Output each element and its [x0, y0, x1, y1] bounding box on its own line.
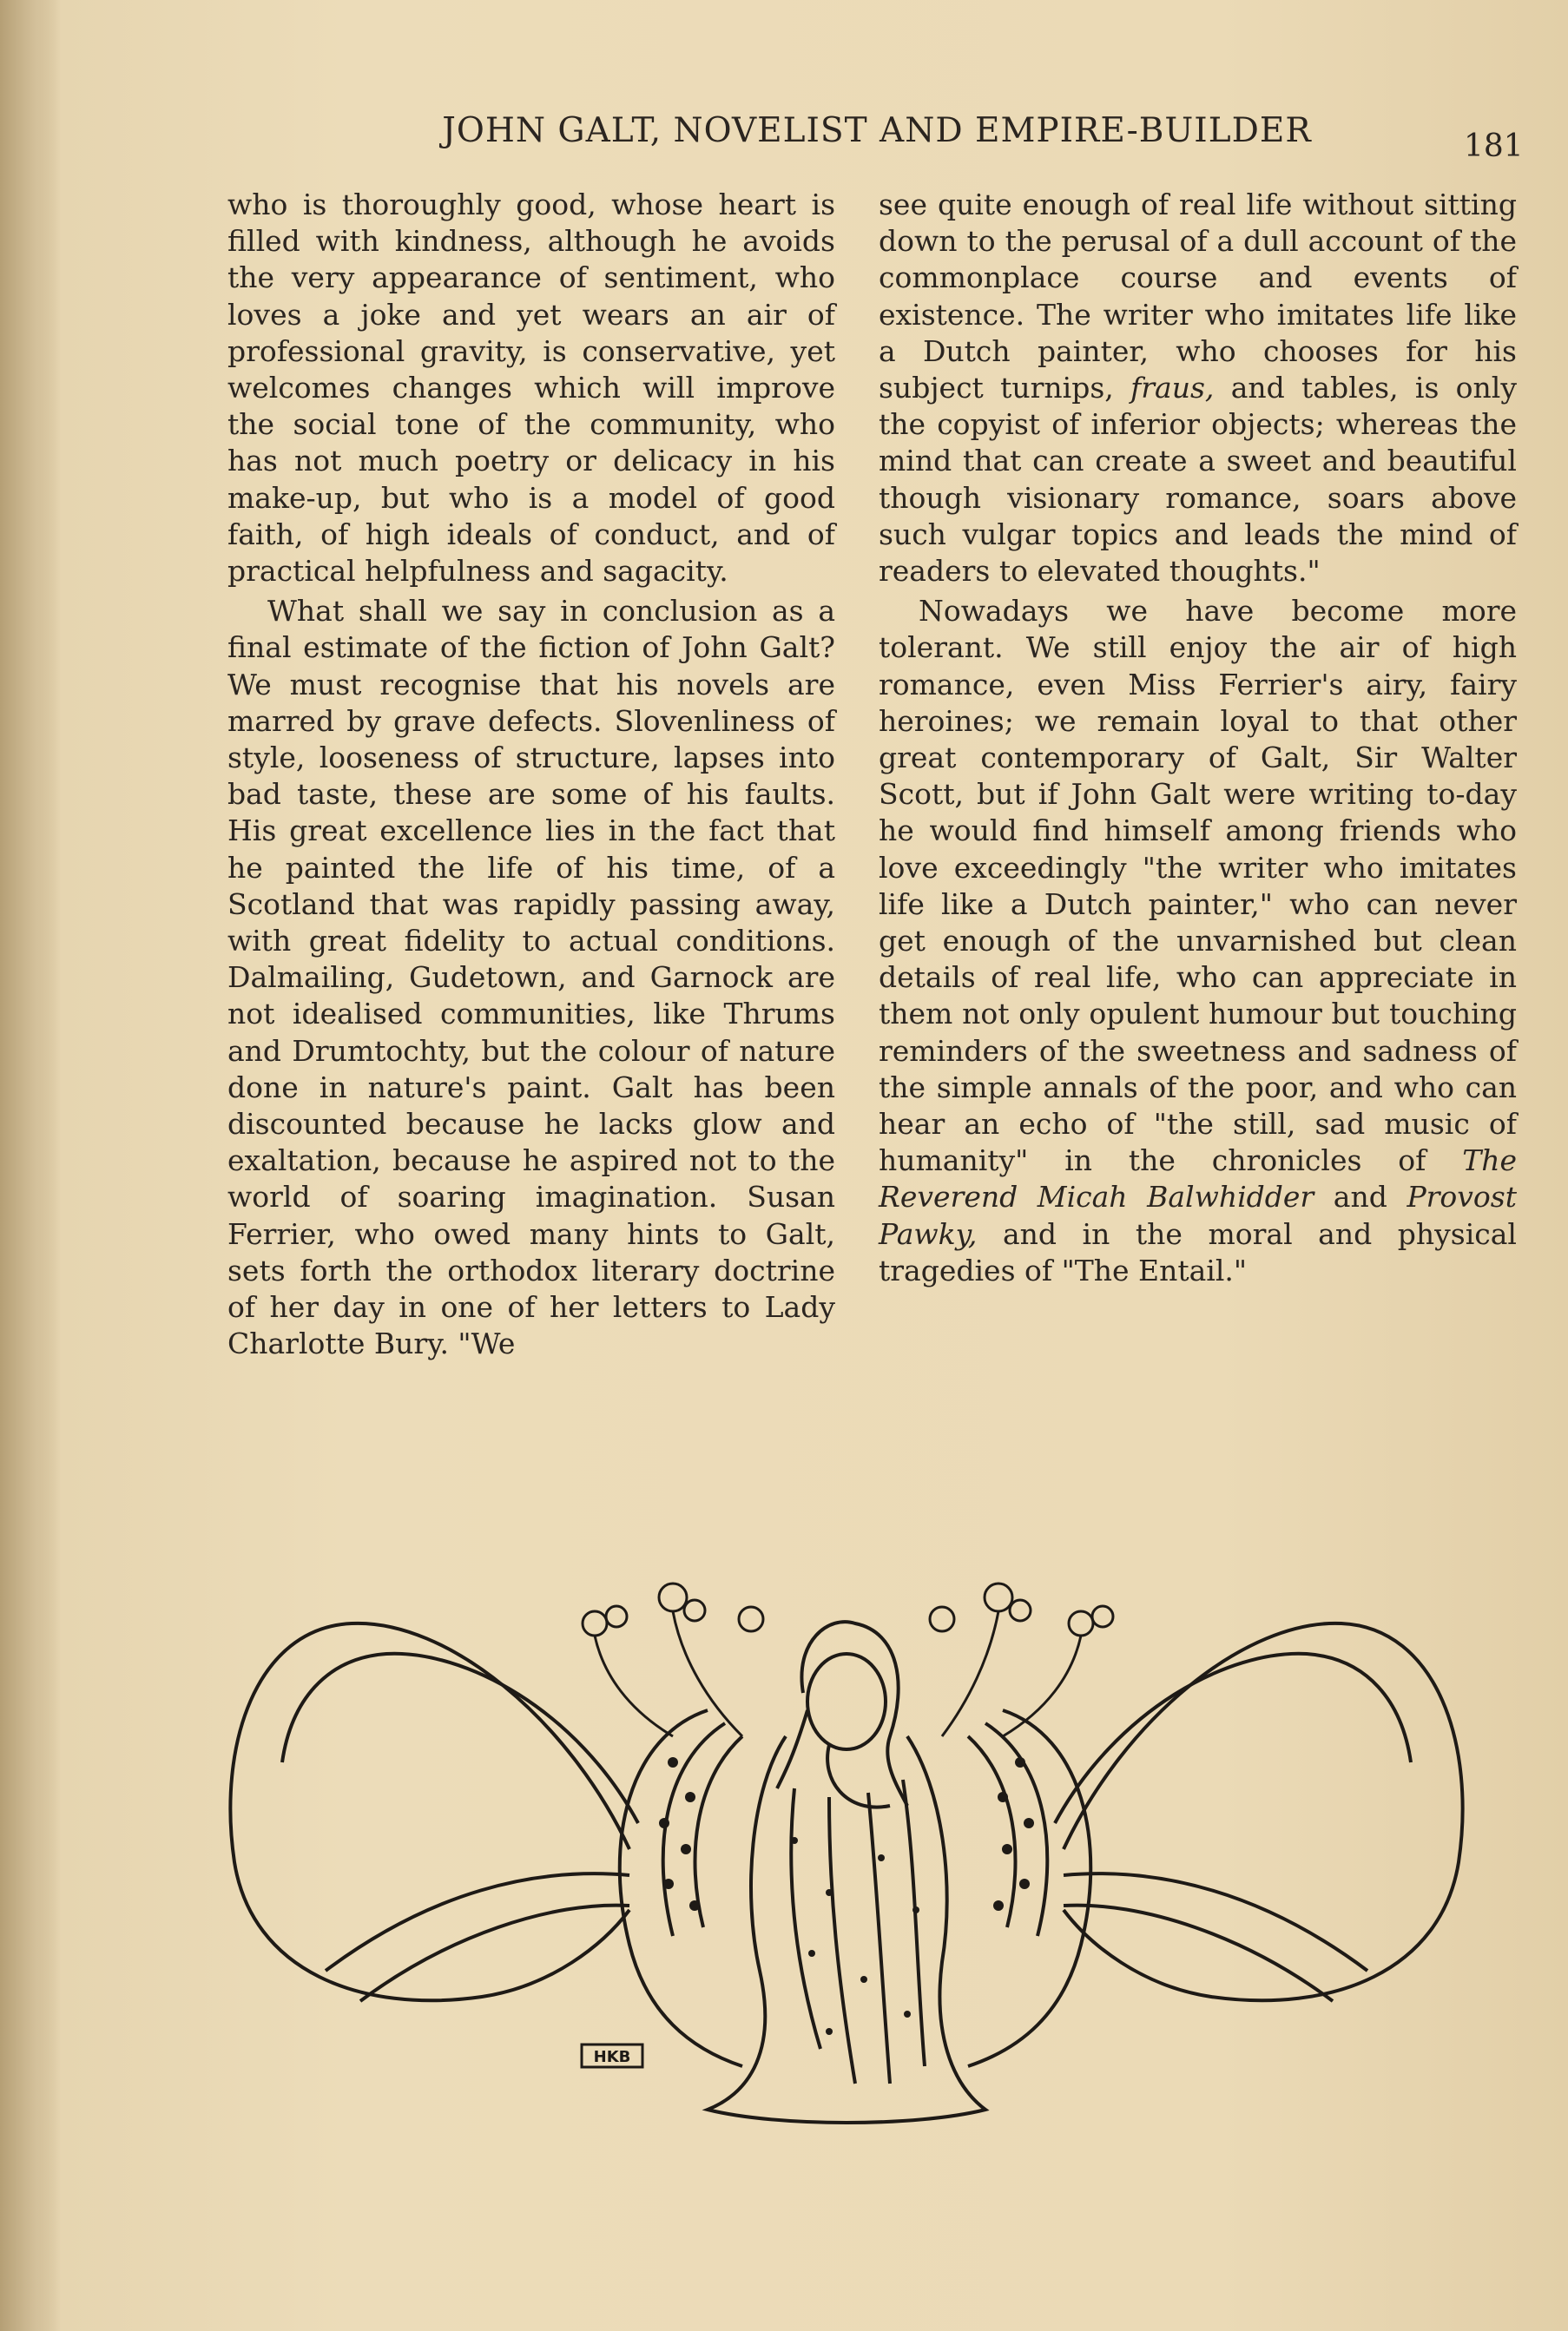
left-wing-outline — [620, 1710, 742, 2066]
right-column — [879, 187, 1517, 1289]
right-paragraph-2 — [879, 593, 1517, 1289]
flower-cluster — [583, 1584, 1113, 1736]
running-head: JOHN GALT, NOVELIST AND EMPIRE-BUILDER — [442, 111, 1312, 150]
right-p2-italic-title-1: The Reverend Micah Balwhidder — [879, 1143, 1517, 1215]
figure-hair — [801, 1622, 907, 1806]
right-p1-text-b: and tables, is only the copyist of inferior objects; whereas the mind that can create a sweet and beautiful though visionary romance, soars above such vulgar topics and leads the mind of readers to elevated thoughts." — [879, 371, 1517, 589]
figure-robe — [708, 1736, 985, 2123]
left-oval-inner — [282, 1654, 638, 1823]
right-wing-outline — [968, 1710, 1090, 2066]
right-p2-italic-title-2: Provost Pawky, — [879, 1180, 1517, 1251]
left-paragraph-1: who is thoroughly good, whose heart is filled with kindness, although he avoids the very appearance of sentiment, who loves a joke and yet wears an air of professional gravity, is conservative, yet welcomes changes which will improve the social tone of the community, who has not much poetry or delicacy in his make-up, but who is a model of good faith, of high ideals of conduct, and of practical helpfulness and sagacity. — [227, 188, 835, 589]
right-ribbon-1 — [1064, 1906, 1333, 2001]
page-binding-shadow — [0, 0, 61, 2331]
left-paragraph-2: What shall we say in conclusion as a final estimate of the fiction of John Galt? We must recognise that his novels are marred by grave defects. Slovenliness of style, looseness of structure, lapses into bad taste, these are some of his faults. His great excellence lies in the fact that he painted the life of his time, of a Scotland that was rapidly passing away, with great fidelity to actual conditions. Dalmailing, Gudetown, and Garnock are not idealised communities, like Thrums and Drumtochty, but the colour of nature done in nature's paint. Galt has been discounted because he lacks glow and exaltation, because he aspired not to the world of soaring imagination. Susan Ferrier, who owed many hints to Galt, sets forth the orthodox literary doctrine of her day in one of her letters to Lady Charlotte Bury. "We — [227, 594, 835, 1361]
tailpiece-ornament — [221, 1563, 1472, 2136]
left-oval-outline — [230, 1623, 629, 2000]
right-paragraph-1 — [879, 187, 1517, 589]
right-oval-inner — [1055, 1654, 1411, 1823]
right-p1-italic: fraus, — [1130, 371, 1215, 405]
page-number: 181 — [1464, 128, 1524, 164]
right-oval-outline — [1064, 1623, 1463, 2000]
left-column — [227, 187, 835, 1363]
right-p2-text-a: Nowadays we have become more tolerant. We still enjoy the air of high romance, even Miss Ferrier's airy, fairy heroines; we remain loyal to that other great contemporary of Galt, Sir Walter Scott, but if John Galt were writing to-day he would find himself among friends who love exceedingly "the writer who imitates life like a Dutch painter," who can never get enough of the unvarnished but clean details of real life, who can appreciate in them not only opulent humour but touching reminders of the sweetness and sadness of the simple annals of the poor, and who can hear an echo of "the still, sad music of humanity" in the chronicles of — [879, 594, 1517, 1178]
right-p2-and: and — [1333, 1180, 1387, 1215]
left-ribbon-1 — [360, 1906, 629, 2001]
right-p2-text-b: and in the moral and physical tragedies of "The Entail." — [879, 1216, 1517, 1287]
figure-head — [807, 1654, 886, 1749]
right-p1-text-a: see quite enough of real life without sitting down to the perusal of a dull account of the commonplace course and events of existence. The writer who imitates life like a Dutch painter, who chooses for his subject turnips, — [879, 188, 1517, 405]
artist-signature: HKB — [593, 2048, 631, 2066]
figure-arm — [827, 1745, 890, 1808]
page-header — [0, 111, 1568, 172]
